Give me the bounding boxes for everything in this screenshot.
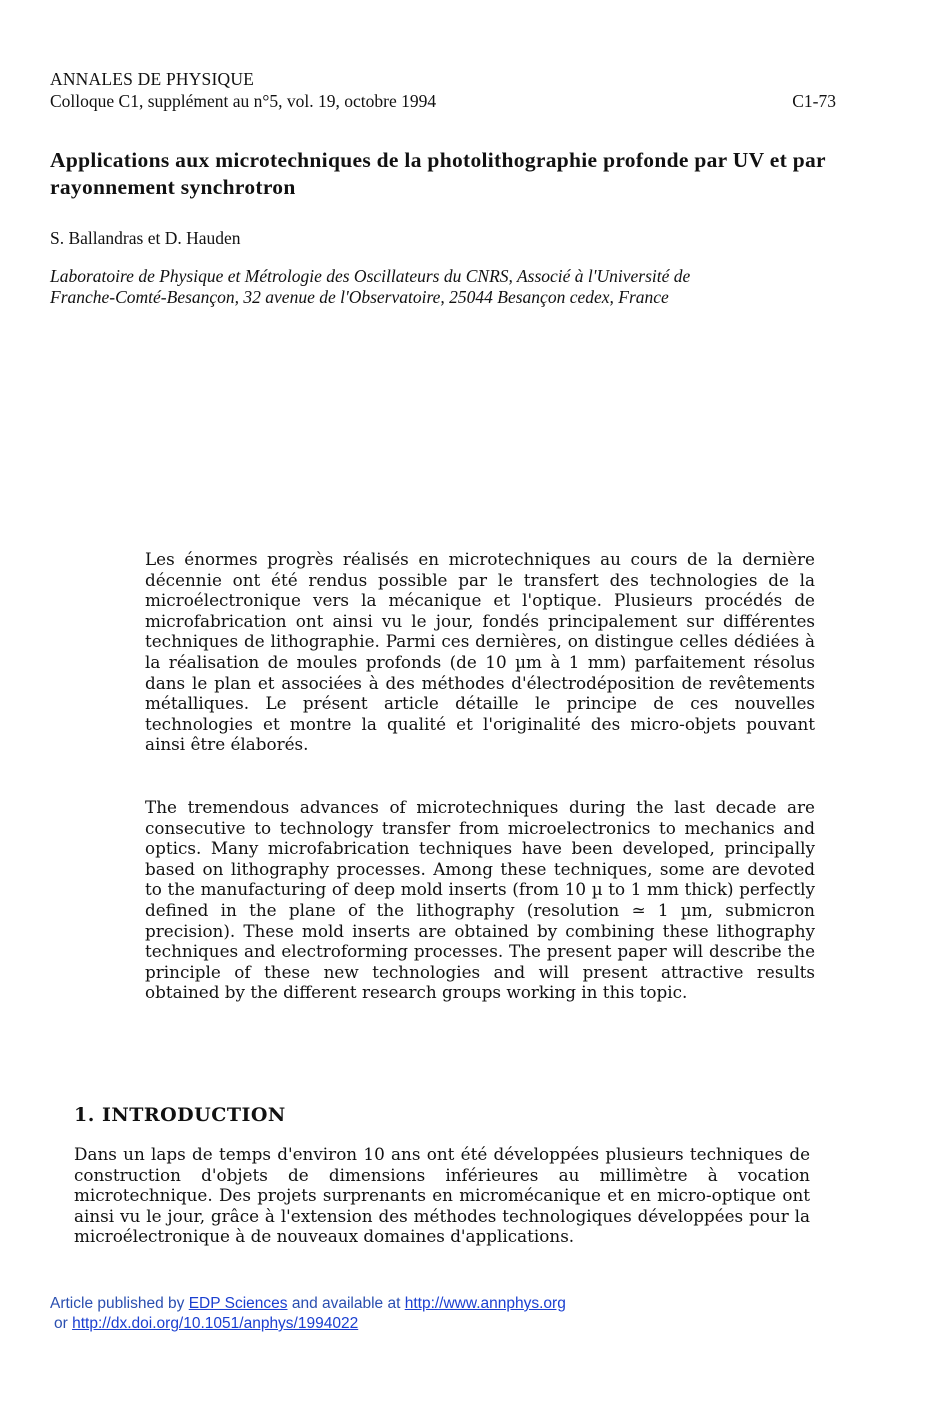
abstract-french: Les énormes progrès réalisés en microtechniques au cours de la dernière décennie ont été rendus possible par le transfert des technologies de la microélectronique vers la mécanique et l'optique. Plusieurs procédés de microfabrication ont ainsi vu le jour, fondés principalement sur différentes techniques de lithographie. Parmi ces dernières, on distingue celles dédiées à la réalisation de moules profonds (de 10 µm à 1 mm) parfaitement résolus dans le plan et associées à des méthodes d'électrodéposition de revêtements métalliques. Le présent article détaille le principe de ces nouvelles technologies et montre la qualité et l'originalité des micro-objets pouvant ainsi être élaborés.	[145, 549, 815, 755]
page-number: C1-73	[792, 91, 836, 111]
journal-name: ANNALES DE PHYSIQUE	[50, 69, 255, 89]
publication-footer	[50, 1294, 566, 1334]
abstract-english: The tremendous advances of microtechniques during the last decade are consecutive to technology transfer from microelectronics to mechanics and optics. Many microfabrication techniques have been developed, principally based on lithography processes. Among these techniques, some are devoted to the manufacturing of deep mold inserts (from 10 µ to 1 mm thick) perfectly defined in the plane of the lithography (resolution ≃ 1 µm, submicron precision). These mold inserts are obtained by combining these lithography techniques and electroforming processes. The present paper will describe the principle of these new technologies and will present attractive results obtained by the different research groups working in this topic.	[145, 797, 815, 1003]
introduction-paragraph: Dans un laps de temps d'environ 10 ans ont été développées plusieurs techniques de construction d'objets de dimensions inférieures au millimètre à vocation microtechnique. Des projets surprenants en micromécanique et en micro-optique ont ainsi vu le jour, grâce à l'extension des méthodes technologiques développées pour la microélectronique à de nouveaux domaines d'applications.	[74, 1144, 810, 1247]
section-heading-introduction: 1. INTRODUCTION	[74, 1104, 286, 1126]
footer-line-2	[50, 1314, 566, 1334]
journal-site-link[interactable]: http://www.annphys.org	[404, 1295, 566, 1312]
affiliation-line-2: Franche-Comté-Besançon, 32 avenue de l'Observatoire, 25044 Besançon cedex, France	[50, 287, 669, 307]
affiliation	[50, 266, 850, 308]
publisher-link[interactable]: EDP Sciences	[188, 1295, 288, 1312]
doi-link[interactable]: http://dx.doi.org/10.1051/anphys/1994022	[72, 1315, 359, 1332]
issue-info: Colloque C1, supplément au n°5, vol. 19, octobre 1994	[50, 91, 437, 111]
footer-middle: and available at	[287, 1295, 405, 1312]
footer-or: or	[54, 1315, 73, 1332]
footer-line-1	[50, 1294, 566, 1314]
footer-prefix: Article published by	[50, 1295, 189, 1312]
affiliation-line-1: Laboratoire de Physique et Métrologie des Oscillateurs du CNRS, Associé à l'Université de	[50, 266, 691, 286]
authors: S. Ballandras et D. Hauden	[50, 228, 241, 248]
article-title: Applications aux microtechniques de la photolithographie profonde par UV et par rayonnement synchrotron	[50, 148, 826, 199]
